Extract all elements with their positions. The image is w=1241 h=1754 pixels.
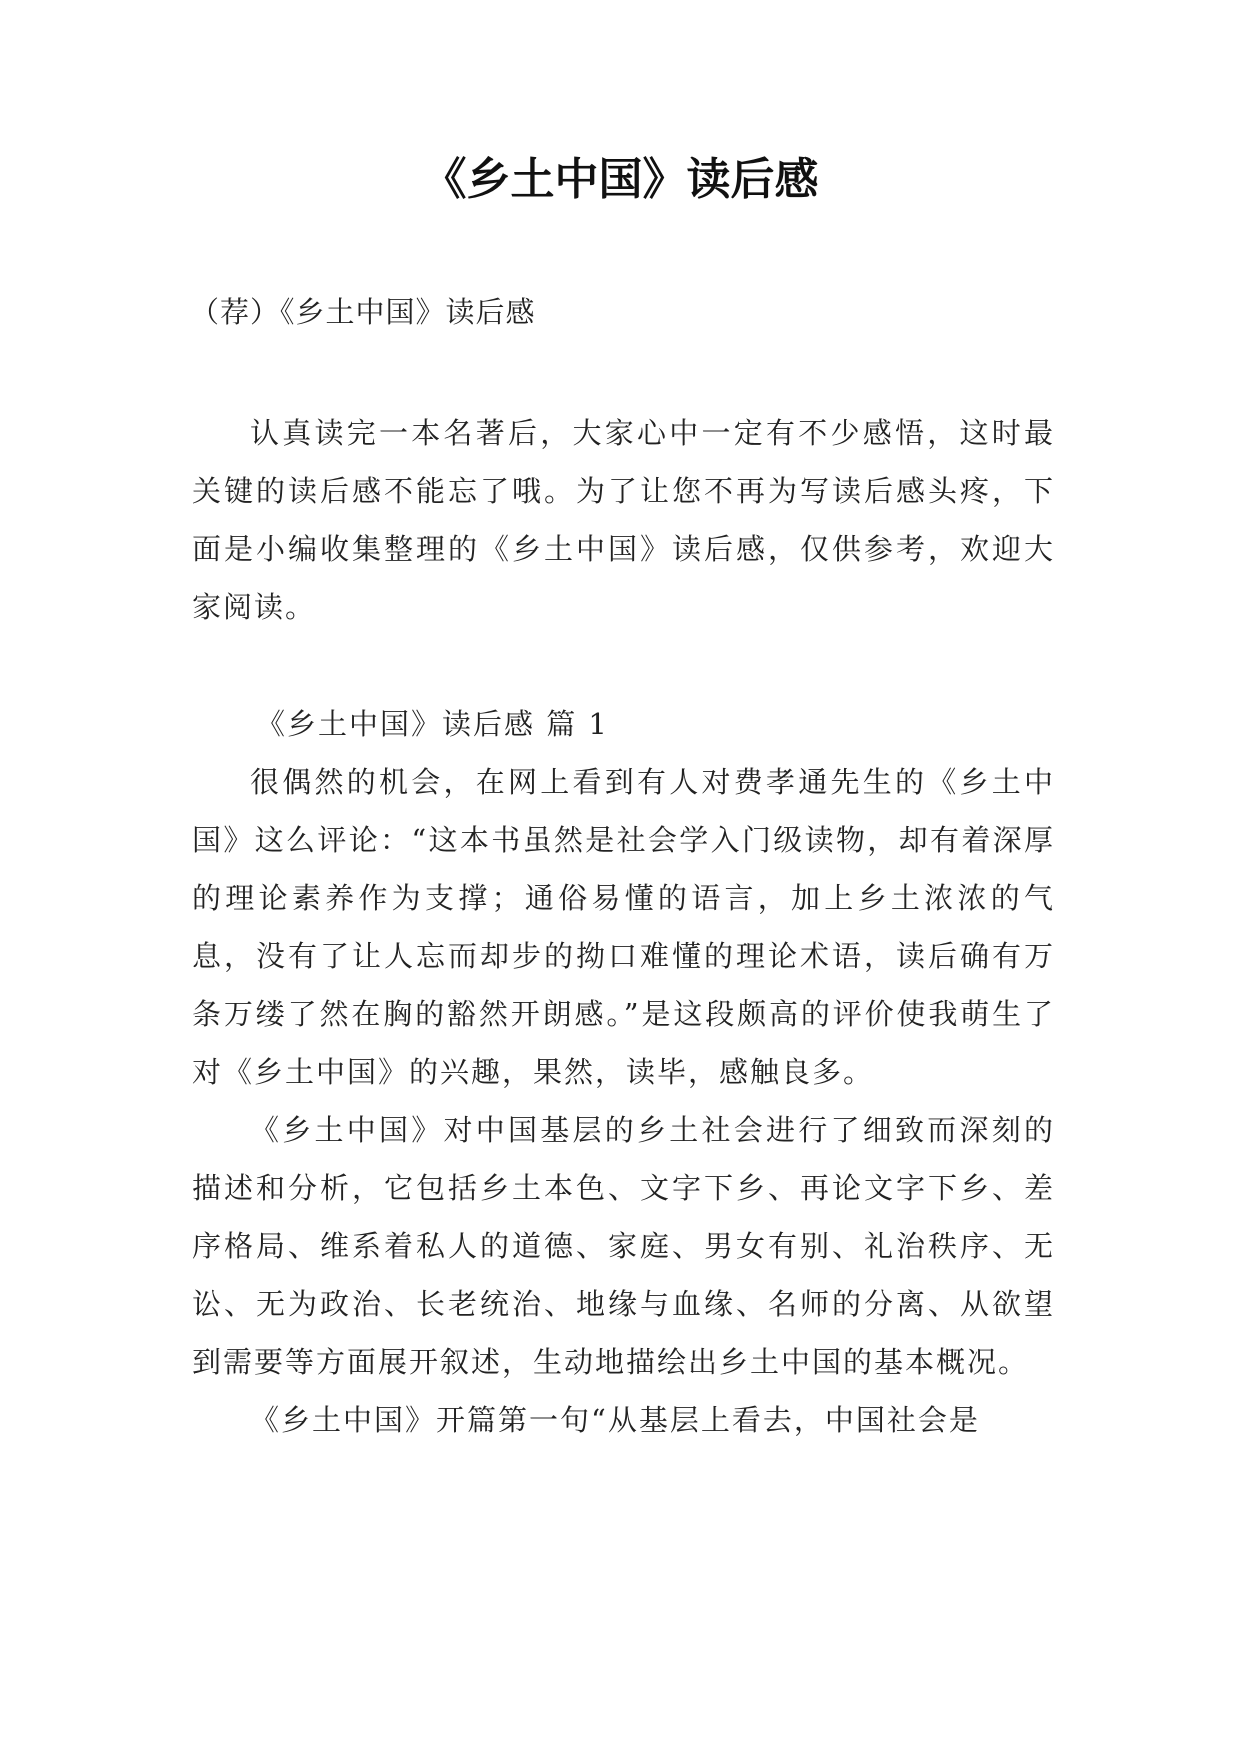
- body-paragraph: 《乡土中国》对中国基层的乡土社会进行了细致而深刻的描述和分析，它包括乡土本色、文字下乡、再论文字下乡、差序格局、维系着私人的道德、家庭、男女有别、礼治秩序、无讼、无为政治、长老统治、地缘与血缘、名师的分离、从欲望到需要等方面展开叙述，生动地描绘出乡土中国的基本概况。: [192, 1113, 1055, 1379]
- section-heading: 《乡土中国》读后感 篇 1: [256, 707, 609, 741]
- intro-paragraph: 认真读完一本名著后，大家心中一定有不少感悟，这时最关键的读后感不能忘了哦。为了让您不再为写读后感头疼，下面是小编收集整理的《乡土中国》读后感，仅供参考，欢迎大家阅读。: [192, 416, 1055, 624]
- intro-block: [192, 404, 1055, 636]
- section-block: [192, 695, 1055, 1449]
- body-paragraph: 很偶然的机会，在网上看到有人对费孝通先生的《乡土中国》这么评论：“这本书虽然是社会学入门级读物，却有着深厚的理论素养作为支撑；通俗易懂的语言，加上乡土浓浓的气息，没有了让人忘而却步的拗口难懂的理论术语，读后确有万条万缕了然在胸的豁然开朗感。”是这段颇高的评价使我萌生了对《乡土中国》的兴趣，果然，读毕，感触良多。: [192, 765, 1055, 1089]
- document-subtitle: （荐）《乡土中国》读后感: [190, 295, 536, 329]
- document-title: 《乡土中国》读后感: [422, 154, 819, 205]
- body-paragraph: 《乡土中国》开篇第一句“从基层上看去，中国社会是: [250, 1403, 980, 1437]
